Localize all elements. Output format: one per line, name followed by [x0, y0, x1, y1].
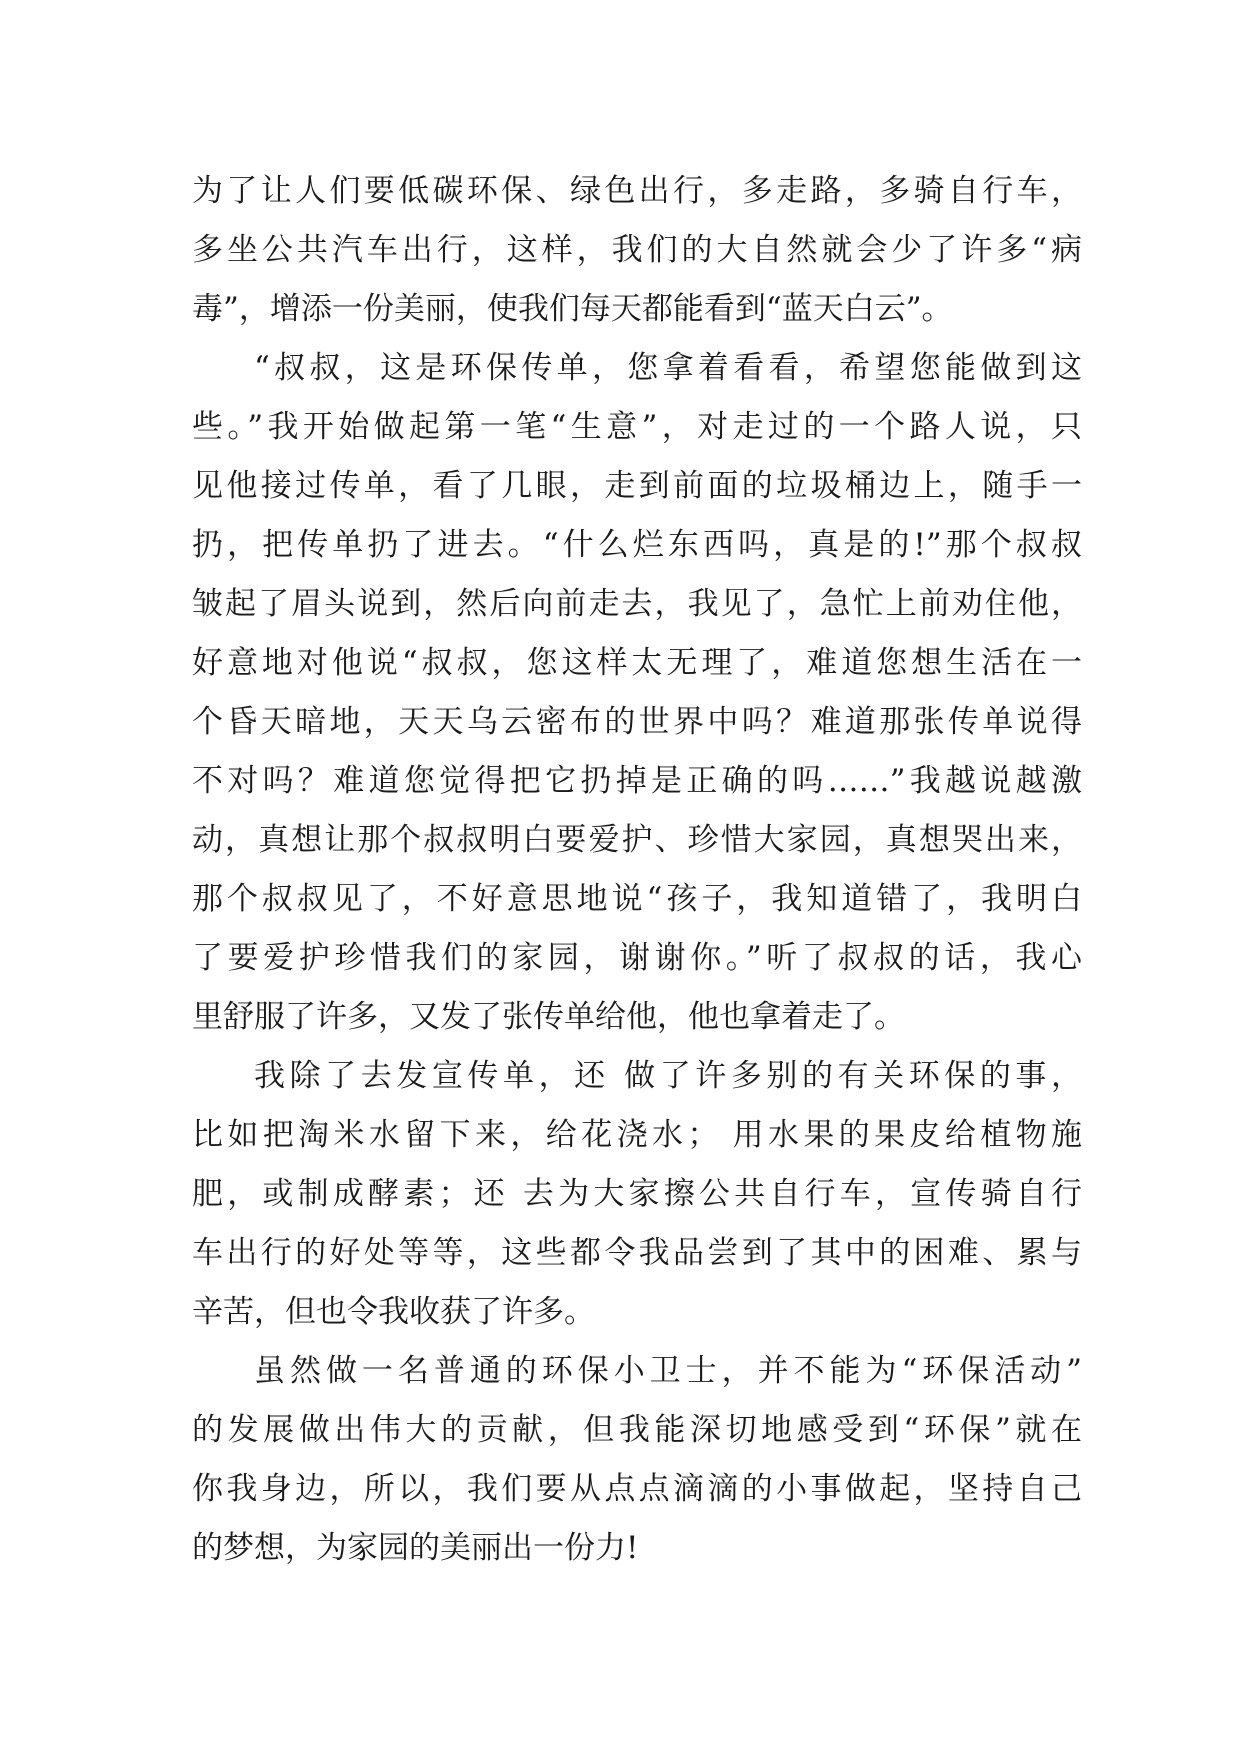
text-line: 为了让人们要低碳环保、绿色出行，多走路，多骑自行车， — [192, 173, 1082, 209]
text-line: 动，真想让那个叔叔明白要爱护、珍惜大家园，真想哭出来， — [192, 822, 1082, 858]
text-line: 扔，把传单扔了进去。“什么烂东西吗，真是的!”那个叔叔 — [192, 527, 1082, 563]
essay-body — [192, 162, 1082, 1578]
paragraph-start-line: “叔叔，这是环保传单，您拿着看看，希望您能做到这 — [254, 350, 1082, 386]
text-line: 多坐公共汽车出行，这样，我们的大自然就会少了许多“病 — [192, 232, 1082, 268]
paragraph-start-line: 虽然做一名普通的环保小卫士，并不能为“环保活动” — [254, 1353, 1082, 1389]
text-line: 你我身边，所以，我们要从点点滴滴的小事做起，坚持自己 — [192, 1471, 1082, 1507]
paragraph-start-line: 我除了去发宣传单，还 做了许多别的有关环保的事， — [254, 1058, 1082, 1094]
text-line: 辛苦，但也令我收获了许多。 — [192, 1294, 595, 1330]
text-line: 那个叔叔见了，不好意思地说“孩子，我知道错了，我明白 — [192, 881, 1082, 917]
text-line: 毒”，增添一份美丽，使我们每天都能看到“蓝天白云”。 — [192, 291, 953, 327]
text-line: 见他接过传单，看了几眼，走到前面的垃圾桶边上，随手一 — [192, 468, 1082, 504]
text-line: 皱起了眉头说到，然后向前走去，我见了，急忙上前劝住他， — [192, 586, 1082, 622]
text-line: 个昏天暗地，天天乌云密布的世界中吗？难道那张传单说得 — [192, 704, 1082, 740]
text-line: 比如把淘米水留下来，给花浇水； 用水果的果皮给植物施 — [192, 1117, 1082, 1153]
text-line: 不对吗？难道您觉得把它扔掉是正确的吗……”我越说越激 — [192, 763, 1082, 799]
text-line: 好意地对他说“叔叔，您这样太无理了，难道您想生活在一 — [192, 645, 1082, 681]
text-line: 了要爱护珍惜我们的家园，谢谢你。”听了叔叔的话，我心 — [192, 940, 1082, 976]
text-line: 里舒服了许多，又发了张传单给他，他也拿着走了。 — [192, 999, 905, 1035]
text-line: 些。”我开始做起第一笔“生意”，对走过的一个路人说，只 — [192, 409, 1082, 445]
text-line: 车出行的好处等等，这些都令我品尝到了其中的困难、累与 — [192, 1235, 1082, 1271]
text-line: 的发展做出伟大的贡献，但我能深切地感受到“环保”就在 — [192, 1412, 1082, 1448]
text-line: 肥，或制成酵素；还 去为大家擦公共自行车，宣传骑自行 — [192, 1176, 1082, 1212]
text-line: 的梦想，为家园的美丽出一份力! — [192, 1530, 639, 1566]
